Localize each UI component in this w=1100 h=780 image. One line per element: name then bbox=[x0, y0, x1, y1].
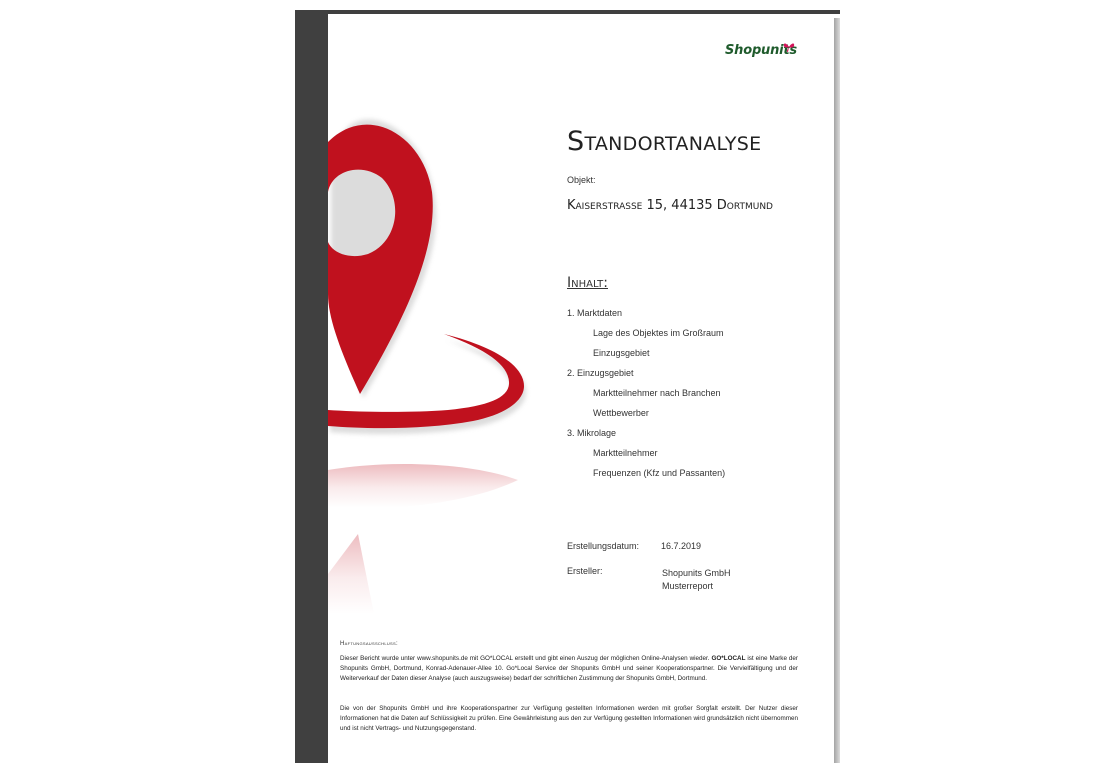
creation-date-value: 16.7.2019 bbox=[661, 541, 702, 551]
binding-spine bbox=[295, 10, 328, 763]
butterfly-icon bbox=[783, 41, 795, 53]
toc-item-einzugsgebiet: 2. Einzugsgebiet bbox=[567, 368, 634, 378]
cover-page bbox=[328, 14, 834, 763]
object-label: Objekt: bbox=[567, 175, 596, 185]
pin-marker bbox=[328, 125, 433, 394]
toc-item-marktdaten: 1. Marktdaten bbox=[567, 308, 623, 318]
toc-item-wettbewerber: Wettbewerber bbox=[593, 408, 649, 418]
disclaimer-heading: Haftungsausschluss: bbox=[340, 641, 398, 647]
toc-item-marktteilnehmer-branchen: Marktteilnehmer nach Branchen bbox=[593, 388, 721, 398]
table-of-contents bbox=[567, 303, 725, 483]
page-shadow bbox=[833, 18, 840, 763]
creation-date-label: Erstellungsdatum: bbox=[567, 541, 640, 551]
toc-item-frequenzen: Frequenzen (Kfz und Passanten) bbox=[593, 468, 726, 478]
disclaimer-paragraph-1: Dieser Bericht wurde unter www.shopunits.de mit GO*LOCAL erstellt und gibt einen Auszug der möglichen Online-Analysen wieder. GO*LOCAL ist eine Marke der Shopunits GmbH, Dortmund, Konrad-Adenauer-Allee 10. Go*Local Service der Shopunits GmbH und seiner Kooperationspartner. Die Vervielfältigung und der Weiterverkauf der Daten dieser Analyse (auch auszugsweise) bedarf der schriftlichen Zustimmung der Shopunits GmbH, Dortmund. bbox=[340, 655, 799, 683]
toc-item-lage-des-objektes: Lage des Objektes im Großraum bbox=[593, 328, 724, 338]
toc-heading: Inhalt: bbox=[567, 275, 608, 291]
toc-item-marktteilnehmer: Marktteilnehmer bbox=[593, 448, 658, 458]
pin-reflection bbox=[328, 464, 518, 614]
author-label: Ersteller: bbox=[567, 566, 603, 576]
object-address: Kaiserstraße 15, 44135 Dortmund bbox=[567, 198, 773, 213]
shopunits-logo: Shopunits bbox=[725, 43, 797, 58]
golocal-brand: GO*LOCAL bbox=[711, 655, 746, 662]
disclaimer-paragraph-2: Die von der Shopunits GmbH und ihre Kooperationspartner zur Verfügung gestellten Informationen werden mit großer Sorgfalt erstellt. Der Nutzer dieser Informationen hat die Daten auf Schlüssigkeit zu prüfen. Eine Gewährleistung aus den zur Verfügung gestellten Informationen wird grundsätzlich nicht übernommen und ist nicht Vertrags- und Nutzungsgegenstand. bbox=[340, 705, 798, 733]
document-cover bbox=[295, 10, 840, 763]
toc-item-mikrolage: 3. Mikrolage bbox=[567, 428, 617, 438]
author-company: Shopunits GmbH bbox=[662, 568, 731, 578]
author-report-type: Musterreport bbox=[662, 581, 714, 591]
toc-item-einzugsgebiet-sub: Einzugsgebiet bbox=[593, 348, 650, 358]
report-title: Standortanalyse bbox=[567, 126, 762, 157]
